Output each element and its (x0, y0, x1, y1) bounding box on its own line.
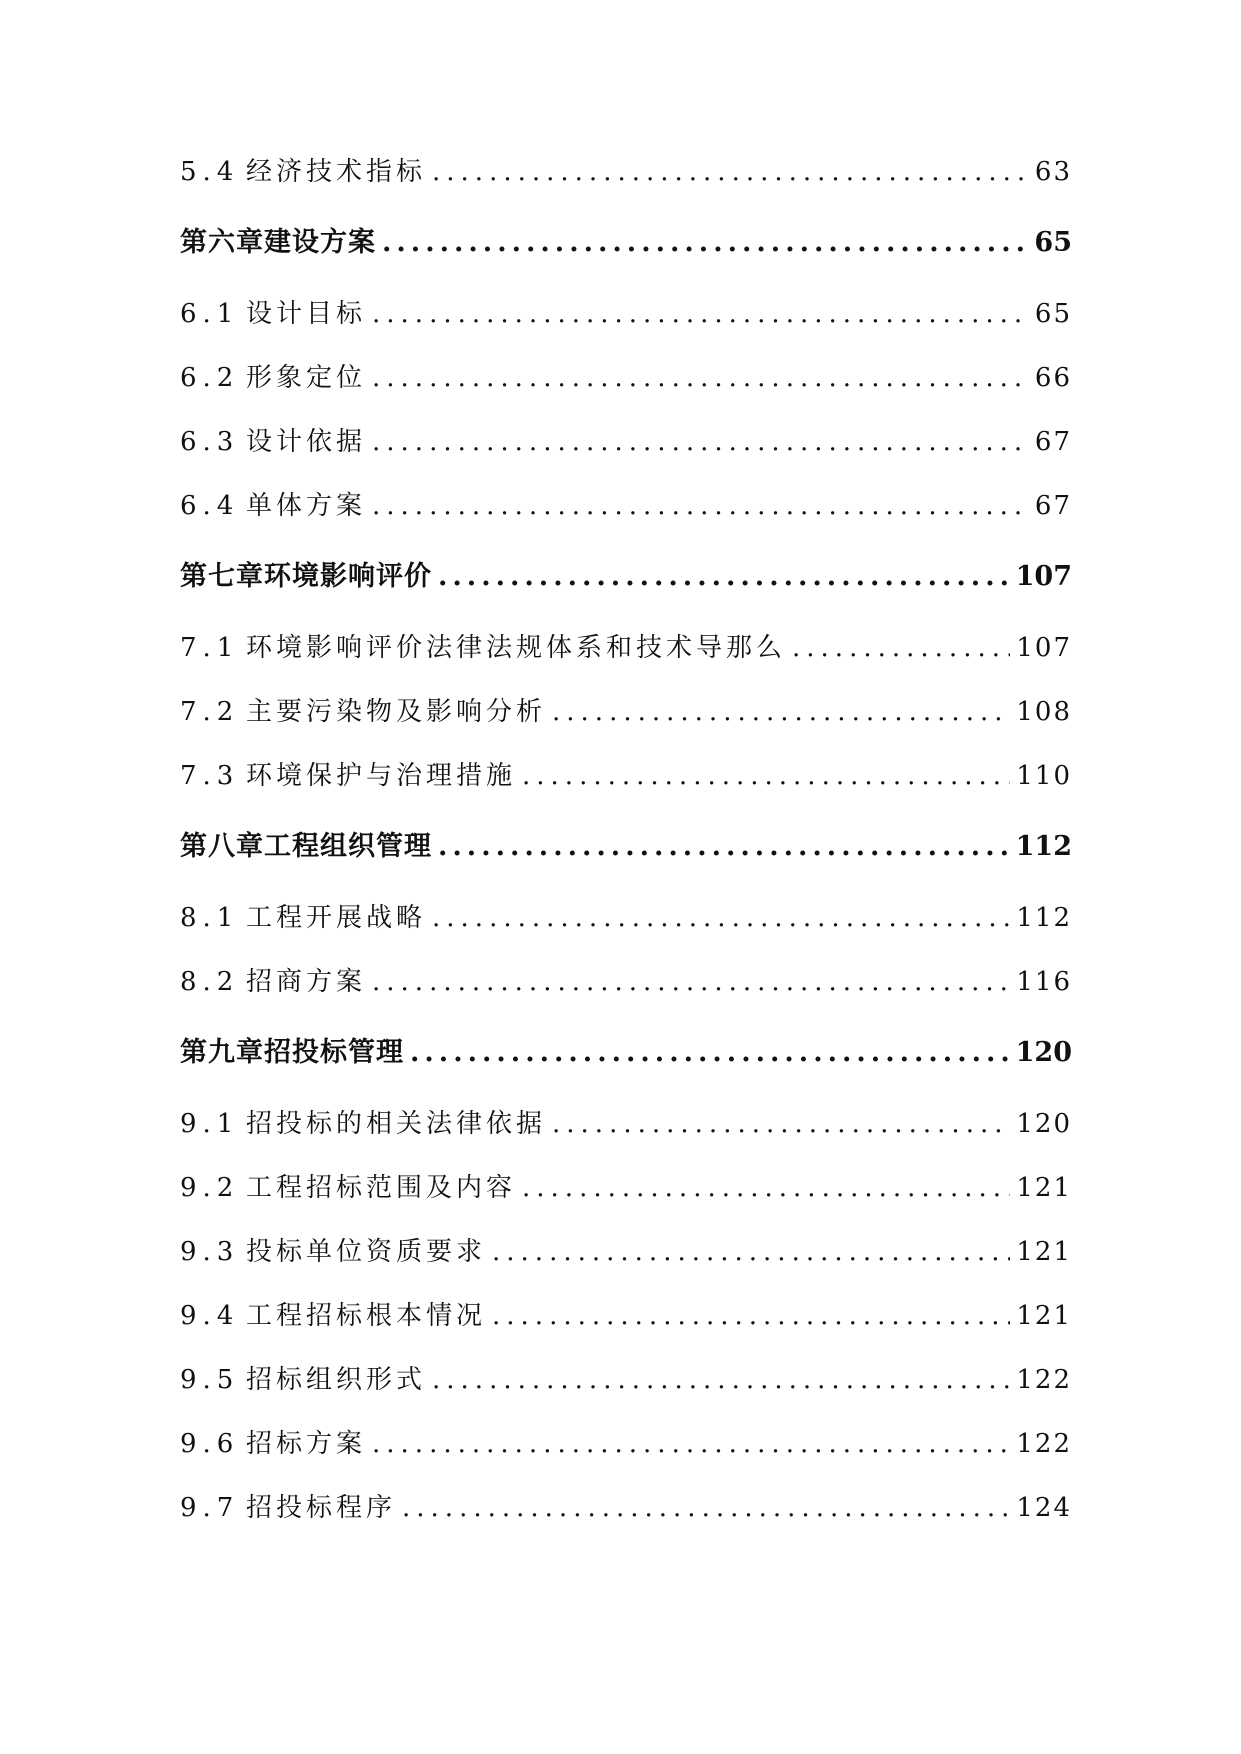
dot-leader (438, 808, 1010, 886)
page-number: 67 (1034, 427, 1072, 457)
toc-entry-6-4[interactable] (180, 474, 1072, 538)
toc-entry-7-2[interactable] (180, 680, 1072, 744)
page-number: 66 (1034, 363, 1072, 393)
dot-leader (432, 886, 1010, 950)
section-title: 招标组织形式 (246, 1365, 427, 1395)
dot-leader (552, 680, 1010, 744)
section-number: 5.4 (180, 157, 240, 187)
dot-leader (372, 474, 1029, 538)
toc-entry-9-2[interactable] (180, 1156, 1072, 1220)
section-title: 招投标程序 (246, 1493, 397, 1523)
section-title: 环境保护与治理措施 (246, 761, 517, 791)
section-number: 8.2 (180, 967, 240, 997)
toc-entry-7-3[interactable] (180, 744, 1072, 808)
page-number: 65 (1034, 299, 1072, 329)
section-title: 设计依据 (246, 427, 367, 457)
table-of-contents (180, 140, 1072, 1540)
page-number: 67 (1034, 491, 1072, 521)
section-number: 6.1 (180, 299, 240, 329)
dot-leader (492, 1284, 1010, 1348)
section-title: 环境影响评价法律法规体系和技术导那么 (246, 633, 787, 663)
dot-leader (792, 616, 1010, 680)
section-title: 形象定位 (246, 363, 367, 393)
section-title: 工程招标范围及内容 (246, 1173, 517, 1203)
section-title: 单体方案 (246, 491, 367, 521)
section-number: 6.2 (180, 363, 240, 393)
section-number: 6.3 (180, 427, 240, 457)
dot-leader (552, 1092, 1010, 1156)
section-title: 经济技术指标 (246, 157, 427, 187)
toc-chapter-7[interactable] (180, 538, 1072, 616)
section-title: 主要污染物及影响分析 (246, 697, 547, 727)
toc-entry-9-5[interactable] (180, 1348, 1072, 1412)
chapter-title: 第九章招投标管理 (180, 1037, 404, 1068)
dot-leader (402, 1476, 1010, 1540)
dot-leader (410, 1014, 1010, 1092)
section-number: 8.1 (180, 903, 240, 933)
section-title: 设计目标 (246, 299, 367, 329)
section-number: 9.1 (180, 1109, 240, 1139)
page-number: 65 (1034, 227, 1072, 258)
toc-entry-9-7[interactable] (180, 1476, 1072, 1540)
page-number: 121 (1016, 1237, 1072, 1267)
toc-entry-7-1[interactable] (180, 616, 1072, 680)
toc-entry-9-3[interactable] (180, 1220, 1072, 1284)
page-number: 122 (1016, 1429, 1072, 1459)
section-number: 9.5 (180, 1365, 240, 1395)
page-number: 107 (1015, 561, 1072, 592)
section-title: 招标方案 (246, 1429, 367, 1459)
toc-chapter-9[interactable] (180, 1014, 1072, 1092)
section-title: 招商方案 (246, 967, 367, 997)
page-number: 120 (1015, 1037, 1072, 1068)
page-number: 112 (1016, 903, 1072, 933)
page-number: 122 (1016, 1365, 1072, 1395)
section-number: 9.2 (180, 1173, 240, 1203)
dot-leader (432, 140, 1029, 204)
page-number: 124 (1016, 1493, 1072, 1523)
section-title: 工程招标根本情况 (246, 1301, 487, 1331)
section-number: 9.3 (180, 1237, 240, 1267)
toc-entry-5-4[interactable] (180, 140, 1072, 204)
dot-leader (522, 744, 1010, 808)
section-title: 招投标的相关法律依据 (246, 1109, 547, 1139)
dot-leader (432, 1348, 1010, 1412)
section-number: 7.1 (180, 633, 240, 663)
section-title: 投标单位资质要求 (246, 1237, 487, 1267)
section-number: 6.4 (180, 491, 240, 521)
toc-entry-9-1[interactable] (180, 1092, 1072, 1156)
page-number: 63 (1034, 157, 1072, 187)
page-number: 112 (1015, 831, 1072, 862)
dot-leader (522, 1156, 1010, 1220)
toc-chapter-8[interactable] (180, 808, 1072, 886)
page-number: 116 (1016, 967, 1072, 997)
toc-chapter-6[interactable] (180, 204, 1072, 282)
section-number: 9.4 (180, 1301, 240, 1331)
toc-entry-6-2[interactable] (180, 346, 1072, 410)
dot-leader (372, 346, 1029, 410)
page-number: 108 (1016, 697, 1072, 727)
dot-leader (372, 950, 1010, 1014)
chapter-title: 第七章环境影响评价 (180, 561, 432, 592)
chapter-title: 第六章建设方案 (180, 227, 376, 258)
toc-entry-9-4[interactable] (180, 1284, 1072, 1348)
dot-leader (372, 282, 1029, 346)
dot-leader (382, 204, 1028, 282)
section-number: 7.3 (180, 761, 240, 791)
page-number: 107 (1016, 633, 1072, 663)
chapter-title: 第八章工程组织管理 (180, 831, 432, 862)
toc-entry-8-2[interactable] (180, 950, 1072, 1014)
page-number: 120 (1016, 1109, 1072, 1139)
toc-entry-9-6[interactable] (180, 1412, 1072, 1476)
section-number: 9.6 (180, 1429, 240, 1459)
dot-leader (438, 538, 1010, 616)
toc-entry-6-1[interactable] (180, 282, 1072, 346)
dot-leader (372, 1412, 1010, 1476)
section-number: 9.7 (180, 1493, 240, 1523)
dot-leader (492, 1220, 1010, 1284)
toc-entry-8-1[interactable] (180, 886, 1072, 950)
toc-entry-6-3[interactable] (180, 410, 1072, 474)
page-number: 121 (1016, 1173, 1072, 1203)
section-title: 工程开展战略 (246, 903, 427, 933)
section-number: 7.2 (180, 697, 240, 727)
page-number: 121 (1016, 1301, 1072, 1331)
dot-leader (372, 410, 1029, 474)
page-number: 110 (1016, 761, 1072, 791)
